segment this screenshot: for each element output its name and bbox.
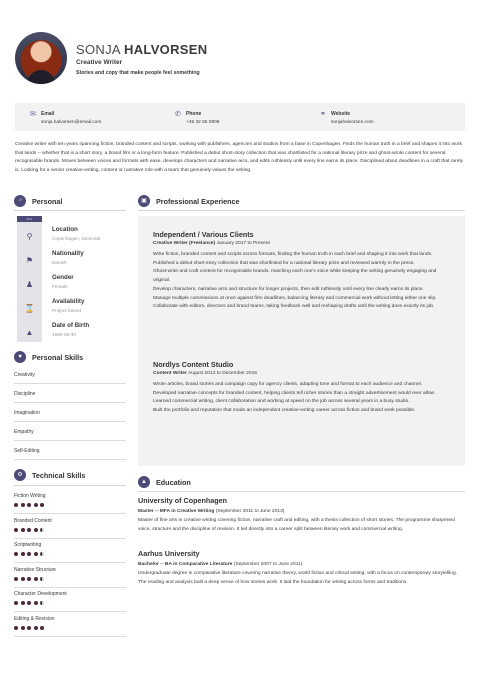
full-name	[76, 42, 207, 57]
person-icon: ♟	[25, 280, 34, 289]
job-line: Ghost-write and craft content for recognisable brands, matching each one's voice while keeping the writing genuinely engaging and original.	[153, 269, 437, 284]
rating-dot	[21, 626, 25, 630]
technical-skills-title: Technical Skills	[32, 470, 86, 480]
experience-box	[138, 216, 465, 466]
skill-rating	[14, 626, 44, 630]
job-line: Write fiction, branded content and scripts across formats, finding the human truth in each brief and shaping it into work that lands.	[153, 252, 433, 257]
experience-heading	[138, 195, 240, 207]
skill-rating	[14, 601, 44, 605]
personal-item-availability	[17, 296, 115, 320]
rating-dot	[14, 552, 18, 556]
degree: Bachelor -- BA in Comparative Literature	[138, 562, 233, 567]
skill-name: Scriptwriting	[14, 542, 42, 548]
cake-icon: ▲	[25, 328, 34, 337]
personal-value: Female	[52, 284, 68, 289]
skill-label: Creativity	[14, 372, 35, 378]
rating-dot	[14, 577, 18, 581]
education-title: Education	[156, 477, 191, 487]
personal-skill-item	[14, 366, 126, 384]
job-description	[153, 381, 453, 416]
map-pin-icon: ⚲	[26, 232, 33, 241]
rating-dot	[34, 626, 38, 630]
gender-icon: ♂	[14, 195, 26, 207]
last-name: HALVORSEN	[124, 42, 208, 57]
personal-title: Personal	[32, 196, 63, 206]
personal-label: Date of Birth	[52, 322, 90, 329]
education-description: Master of fine arts in creative writing covering fiction, narrative craft and editing, with a thesis collection of short stories. The programme sharpened voice, structure and the discipline of revision. It led directly into a career split between literary work and commercial writing.	[138, 518, 455, 532]
strip-dots: •••	[17, 216, 42, 222]
job-line: Published a debut short-story collection that was shortlisted for a national literary prize and reviewed warmly in the press.	[153, 260, 415, 266]
job-title: Creative Writer	[76, 59, 123, 66]
rating-dot	[14, 626, 18, 630]
rating-dot	[27, 528, 31, 532]
skill-label: Discipline	[14, 391, 36, 397]
rating-dot	[40, 577, 44, 581]
personal-label: Availability	[52, 298, 85, 305]
email-value[interactable]: sonja.halvorsen@email.com	[41, 120, 102, 125]
rating-dot	[40, 552, 44, 556]
skill-name: Editing & Revision	[14, 615, 55, 622]
rating-dot	[34, 577, 38, 581]
graduation-cap-icon: ▲	[138, 476, 150, 488]
rating-dot	[27, 552, 31, 556]
tagline: Stories and copy that make people feel something	[76, 70, 200, 76]
phone-icon: ✆	[175, 111, 181, 118]
rating-dot	[21, 601, 25, 605]
website-value[interactable]: sonjahalvorsen.com	[331, 120, 374, 125]
personal-value: Project-based	[52, 308, 81, 313]
email-label: Email	[41, 111, 55, 117]
job-line: Manage multiple commissions at once against firm deadlines, balancing literary and commercial work without letting either one slip.	[153, 295, 437, 301]
education-heading	[138, 476, 191, 488]
skill-name: Fiction Writing	[14, 493, 46, 499]
job-company: Nordlys Content Studio	[153, 360, 234, 369]
skill-name: Character Development	[14, 591, 67, 597]
personal-item-gender	[17, 272, 115, 296]
personal-value: Danish	[52, 260, 67, 265]
education-entry	[138, 496, 465, 534]
rating-dot	[21, 552, 25, 556]
personal-label: Nationality	[52, 250, 84, 257]
job-line: Learned commercial writing, client collaboration and working at speed on the job across several years in a busy studio.	[153, 399, 410, 405]
personal-label: Gender	[52, 274, 74, 281]
job-line: Built the portfolio and reputation that made an independent creative-writing career across fiction and brand work possible.	[153, 408, 416, 414]
job-role: Content Writer	[153, 371, 187, 376]
resume-header	[15, 32, 465, 88]
phone-value[interactable]: +45 32 55 0906	[186, 120, 220, 125]
rating-dot	[27, 503, 31, 507]
heart-icon: ♥	[14, 351, 26, 363]
profile-photo	[15, 32, 67, 84]
job-role: Creative Writer (Freelance)	[153, 241, 216, 246]
phone-label: Phone	[186, 111, 202, 117]
job-company: Independent / Various Clients	[153, 230, 254, 239]
personal-label: Location	[52, 226, 78, 233]
skill-label: Imagination	[14, 410, 40, 416]
personal-heading	[14, 195, 62, 207]
skill-label: Empathy	[14, 429, 34, 435]
job-entry	[153, 360, 453, 416]
skill-rating	[14, 577, 44, 581]
personal-item-location	[17, 224, 115, 248]
technical-skill-item	[14, 515, 126, 539]
rating-dot	[14, 503, 18, 507]
divider	[138, 491, 465, 492]
rating-dot	[21, 577, 25, 581]
rating-dot	[40, 601, 44, 605]
school-name: University of Copenhagen	[138, 496, 228, 505]
personal-value: 1989-05-30	[52, 332, 76, 337]
job-line: Developed narrative concepts for branded content, helping clients tell richer stories than a straight advertisement would ever allow.	[153, 390, 436, 396]
rating-dot	[34, 601, 38, 605]
personal-value: Copenhagen, Denmark	[52, 236, 101, 241]
contact-bar	[15, 103, 465, 131]
briefcase-icon: ▣	[138, 195, 150, 207]
degree: Master -- MFA in Creative Writing	[138, 509, 215, 514]
job-role-line	[153, 241, 453, 246]
job-line: Develop characters, narrative arcs and structure for longer projects, then edit ruthlessly until every line clearly earns its place.	[153, 286, 424, 292]
personal-skills-heading	[14, 351, 83, 363]
personal-skill-item	[14, 442, 126, 460]
summary-paragraph: Creative writer with ten years spanning fiction, branded content and scripts, working with publishers, agencies and studios from a base in Copenhagen. Finds the human truth in a brief and shapes it into work that lands -- whether that is a short story, a brand film or a long-form feature. Published a debut short-story collection that was shortlisted for a national literary prize and ghost-wrote content for several recognisable brands. Moves between voices and formats with ease, develops characters and narrative arcs, and edits ruthlessly until every line earns its place. Disciplined about deadlines in a craft that rarely is. Looking for a senior creative-writing, content or narrative role with a team that genuinely values the writing.	[15, 142, 463, 174]
technical-skill-item	[14, 613, 126, 637]
degree-line	[138, 562, 465, 567]
gear-icon: ⚙	[14, 469, 26, 481]
education-description: Undergraduate degree in comparative literature covering narrative theory, world fiction and critical writing, with a focus on contemporary storytelling. The reading and analysis built a deep sense of how stories work. It laid the foundation for writing across forms and traditions.	[138, 571, 458, 585]
rating-dot	[27, 577, 31, 581]
skill-name: Narrative Structure	[14, 566, 56, 573]
degree-line	[138, 509, 465, 514]
education-entry	[138, 549, 465, 587]
rating-dot	[40, 626, 44, 630]
skill-rating	[14, 503, 44, 507]
rating-dot	[34, 528, 38, 532]
rating-dot	[34, 552, 38, 556]
hourglass-icon: ⌛	[24, 304, 35, 313]
personal-skills-title: Personal Skills	[32, 352, 84, 362]
divider	[14, 210, 126, 211]
globe-icon: ⚭	[320, 111, 326, 118]
experience-title: Professional Experience	[156, 196, 240, 206]
rating-dot	[40, 528, 44, 532]
technical-skill-item	[14, 490, 126, 514]
technical-skill-item	[14, 564, 126, 588]
skill-label: Self-Editing	[14, 448, 40, 454]
school-name: Aarhus University	[138, 549, 200, 558]
personal-item-nationality	[17, 248, 115, 272]
skill-name: Branded Content	[14, 517, 52, 524]
personal-details	[17, 216, 115, 342]
envelope-icon: ✉	[30, 111, 36, 118]
rating-dot	[27, 626, 31, 630]
degree-dates: (September 2011 to June 2013)	[215, 509, 285, 514]
personal-skill-item	[14, 385, 126, 403]
website-label: Website	[331, 111, 351, 117]
job-role-line	[153, 371, 453, 376]
divider	[14, 485, 126, 486]
technical-skill-item	[14, 539, 126, 563]
rating-dot	[14, 601, 18, 605]
technical-skills-heading	[14, 469, 85, 481]
technical-skill-item	[14, 588, 126, 612]
rating-dot	[21, 528, 25, 532]
flag-icon: ⚑	[25, 256, 34, 265]
divider	[138, 210, 465, 211]
rating-dot	[34, 503, 38, 507]
job-line: Wrote articles, brand stories and campaign copy for agency clients, adapting tone and format to each audience and channel.	[153, 382, 423, 387]
personal-item-dob	[17, 320, 115, 344]
job-description	[153, 251, 453, 312]
job-dates: January 2017 to Present	[216, 241, 270, 246]
rating-dot	[27, 601, 31, 605]
rating-dot	[40, 503, 44, 507]
skill-rating	[14, 528, 44, 532]
personal-skill-item	[14, 404, 126, 422]
personal-skill-item	[14, 423, 126, 441]
rating-dot	[21, 503, 25, 507]
job-dates: August 2013 to December 2016	[187, 371, 258, 376]
first-name: SONJA	[76, 42, 121, 57]
degree-dates: (September 2007 to June 2011)	[233, 562, 303, 567]
job-entry	[153, 230, 453, 312]
skill-rating	[14, 552, 44, 556]
rating-dot	[14, 528, 18, 532]
job-line: Collaborate with editors, directors and brand teams, taking feedback well and reshaping drafts until the writing does exactly its job.	[153, 304, 435, 310]
